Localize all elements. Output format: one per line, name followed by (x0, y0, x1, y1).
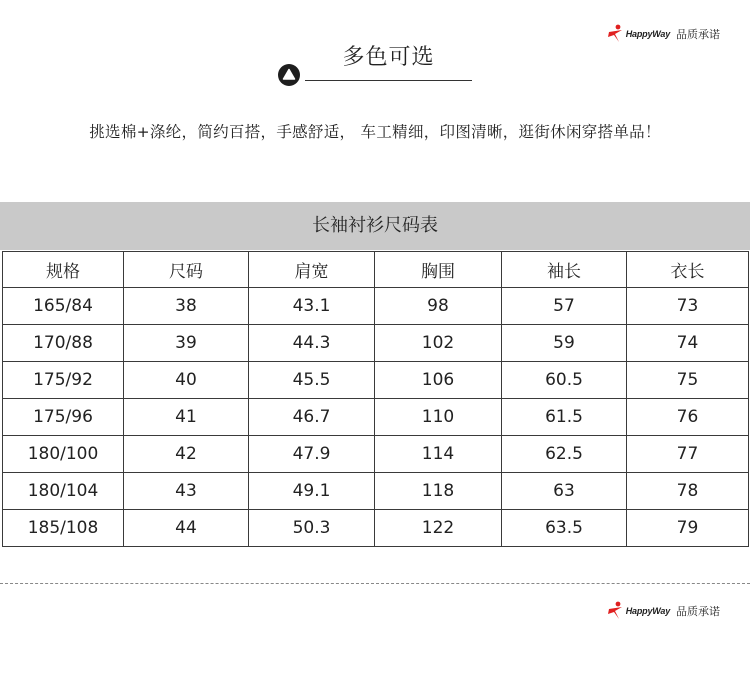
table-cell: 122 (375, 510, 502, 547)
size-table-title: 长袖衬衫尺码表 (0, 202, 750, 250)
table-cell: 77 (627, 436, 749, 473)
table-cell: 45.5 (249, 362, 375, 399)
table-cell: 41 (124, 399, 249, 436)
table-row (3, 510, 749, 547)
table-cell: 175/92 (3, 362, 124, 399)
table-cell: 44.3 (249, 325, 375, 362)
column-header: 袖长 (502, 252, 627, 288)
table-cell: 40 (124, 362, 249, 399)
brand-name: HappyWay (625, 29, 670, 39)
table-cell: 50.3 (249, 510, 375, 547)
section-title: 多色可选 (342, 45, 435, 70)
table-cell: 60.5 (502, 362, 627, 399)
table-cell: 63.5 (502, 510, 627, 547)
table-cell: 43 (124, 473, 249, 510)
table-cell: 49.1 (249, 473, 375, 510)
table-row (3, 473, 749, 510)
runner-logo-icon (607, 24, 625, 44)
table-row (3, 436, 749, 473)
table-cell: 63 (502, 473, 627, 510)
table-header-row (3, 252, 749, 288)
table-cell: 38 (124, 288, 249, 325)
table-cell: 106 (375, 362, 502, 399)
table-row (3, 325, 749, 362)
table-cell: 102 (375, 325, 502, 362)
column-header: 尺码 (124, 252, 249, 288)
table-cell: 74 (627, 325, 749, 362)
table-cell: 185/108 (3, 510, 124, 547)
table-cell: 44 (124, 510, 249, 547)
column-header: 肩宽 (249, 252, 375, 288)
table-cell: 73 (627, 288, 749, 325)
runner-logo-icon (607, 601, 625, 621)
table-cell: 79 (627, 510, 749, 547)
size-table (2, 251, 749, 547)
table-cell: 118 (375, 473, 502, 510)
brand-slogan: 品质承诺 (676, 28, 720, 41)
brand-logo-bottom (607, 601, 720, 621)
table-cell: 114 (375, 436, 502, 473)
table-cell: 78 (627, 473, 749, 510)
table-cell: 57 (502, 288, 627, 325)
table-cell: 39 (124, 325, 249, 362)
table-cell: 47.9 (249, 436, 375, 473)
table-row (3, 399, 749, 436)
table-cell: 98 (375, 288, 502, 325)
table-cell: 110 (375, 399, 502, 436)
table-cell: 59 (502, 325, 627, 362)
table-cell: 180/100 (3, 436, 124, 473)
table-cell: 75 (627, 362, 749, 399)
table-cell: 180/104 (3, 473, 124, 510)
column-header: 规格 (3, 252, 124, 288)
title-underline (305, 80, 472, 81)
product-description: 挑选棉+涤纶，简约百搭，手感舒适， 车工精细，印图清晰，逛街休闲穿搭单品！ (89, 123, 661, 141)
column-header: 衣长 (627, 252, 749, 288)
triangle-badge-icon (278, 64, 300, 86)
table-cell: 62.5 (502, 436, 627, 473)
table-cell: 170/88 (3, 325, 124, 362)
brand-logo-top (607, 24, 720, 44)
table-row (3, 362, 749, 399)
dashed-divider (0, 583, 750, 584)
brand-name: HappyWay (625, 606, 670, 616)
brand-slogan: 品质承诺 (676, 605, 720, 618)
column-header: 胸围 (375, 252, 502, 288)
table-row (3, 288, 749, 325)
table-cell: 46.7 (249, 399, 375, 436)
table-cell: 42 (124, 436, 249, 473)
table-cell: 175/96 (3, 399, 124, 436)
table-cell: 76 (627, 399, 749, 436)
table-cell: 61.5 (502, 399, 627, 436)
table-cell: 165/84 (3, 288, 124, 325)
table-cell: 43.1 (249, 288, 375, 325)
